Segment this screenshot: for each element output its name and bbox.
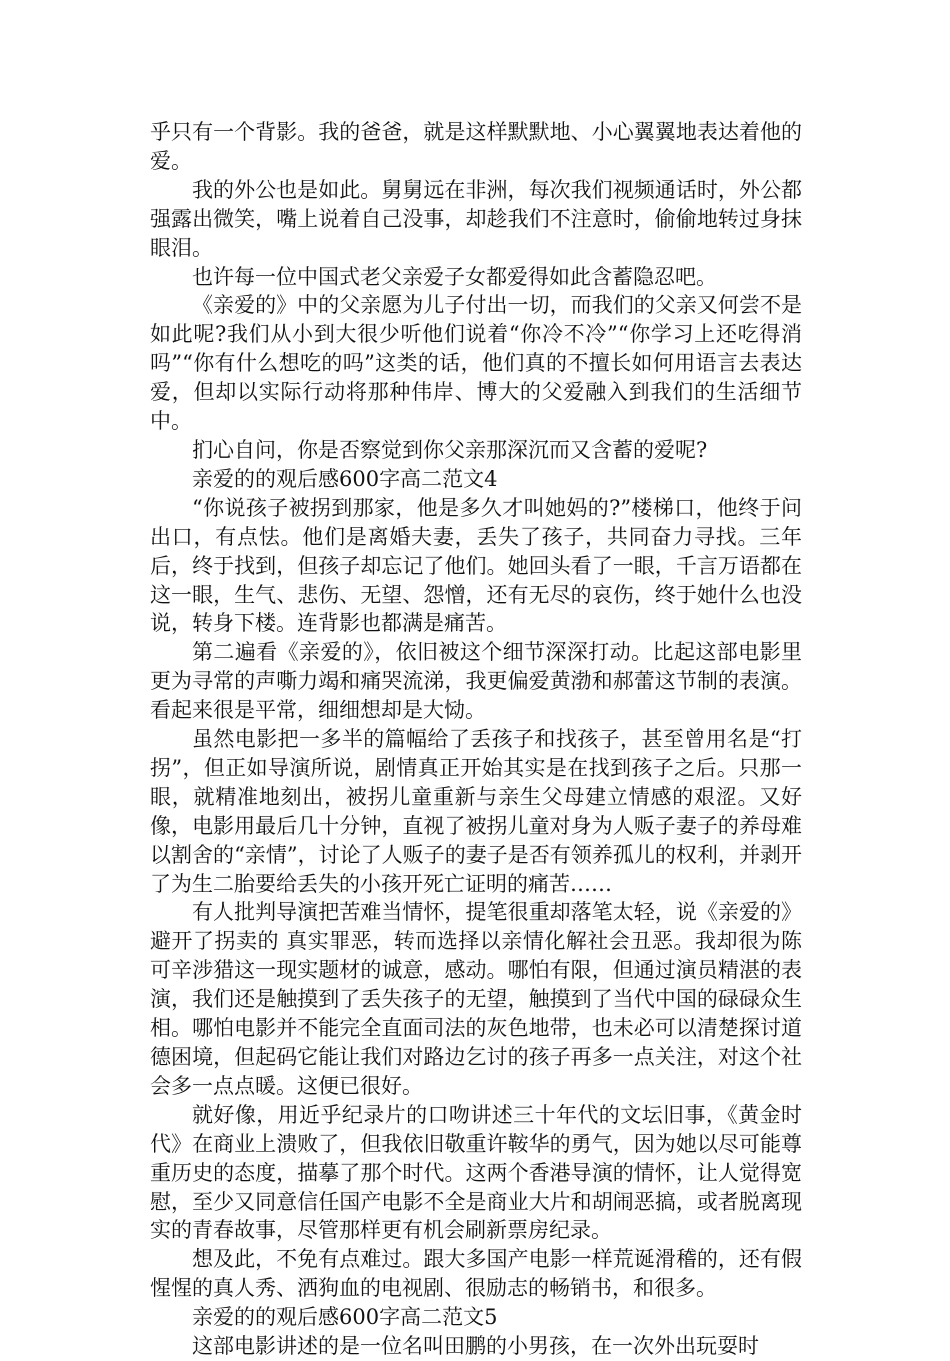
paragraph-12: 这部电影讲述的是一位名叫田鹏的小男孩，在一次外出玩耍时 [192, 1334, 759, 1359]
paragraph-11: 想及此，不免有点难过。跟大多国产电影一样荒诞滑稽的，还有假惺惺的真人秀、洒狗血的电视剧、很励志的畅销书，和很多。 [150, 1247, 802, 1301]
paragraph-5: 扪心自问，你是否察觉到你父亲那深沉而又含蓄的爱呢? [192, 437, 708, 462]
paragraph-1: 乎只有一个背影。我的爸爸，就是这样默默地、小心翼翼地表达着他的爱。 [150, 120, 802, 173]
paragraph-2: 我的外公也是如此。舅舅远在非洲，每次我们视频通话时，外公都强露出微笑，嘴上说着自己没事，却趁我们不注意时，偷偷地转过身抹眼泪。 [150, 177, 802, 260]
paragraph-6: “你说孩子被拐到那家，他是多久才叫她妈的?”楼梯口，他终于问出口，有点怯。他们是离婚夫妻，丢失了孩子，共同奋力寻找。三年后，终于找到，但孩子却忘记了他们。她回头看了一眼，千言万语都在这一眼，生气、悲伤、无望、怨憎，还有无尽的哀伤，终于她什么也没说，转身下楼。连背影也都满是痛苦。 [150, 495, 802, 636]
paragraph-7: 第二遍看《亲爱的》，依旧被这个细节深深打动。比起这部电影里更为寻常的声嘶力竭和痛哭流涕，我更偏爱黄渤和郝蕾这节制的表演。看起来很是平常，细细想却是大恸。 [150, 640, 802, 723]
paragraph-10: 就好像，用近乎纪录片的口吻讲述三十年代的文坛旧事，《黄金时代》在商业上溃败了，但我依旧敬重许鞍华的勇气，因为她以尽可能尊重历史的态度，描摹了那个时代。这两个香港导演的情怀，让人觉得宽慰，至少又同意信任国产电影不全是商业大片和胡闹恶搞，或者脱离现实的青春故事，尽管那样更有机会刷新票房纪录。 [150, 1102, 802, 1243]
paragraph-8: 虽然电影把一多半的篇幅给了丢孩子和找孩子，甚至曾用名是“打拐”，但正如导演所说，剧情真正开始其实是在找到孩子之后。只那一眼，就精准地刻出，被拐儿童重新与亲生父母建立情感的艰涩。又好像，电影用最后几十分钟，直视了被拐儿童对身为人贩子妻子的养母难以割舍的“亲情”，讨论了人贩子的妻子是否有领养孤儿的权利，并剥开了为生二胎要给丢失的小孩开死亡证明的痛苦…… [150, 727, 802, 896]
paragraph-9: 有人批判导演把苦难当情怀，提笔很重却落笔太轻，说《亲爱的》避开了拐卖的 真实罪恶，转而选择以亲情化解社会丑恶。我却很为陈可辛涉猎这一现实题材的诚意，感动。哪怕有限，但通过演员精湛的表演，我们还是触摸到了丢失孩子的无望，触摸到了当代中国的碌碌众生相。哪怕电影并不能完全直面司法的灰色地带，也未必可以清楚探讨道德困境，但起码它能让我们对路边乞讨的孩子再多一点关注，对这个社会多一点点暖。这便已很好。 [150, 900, 802, 1098]
section-heading-5: 亲爱的的观后感600字高二范文5 [192, 1305, 498, 1330]
paragraph-3: 也许每一位中国式老父亲爱子女都爱得如此含蓄隐忍吧。 [192, 264, 717, 289]
document-page [150, 118, 802, 1361]
section-heading-4: 亲爱的的观后感600字高二范文4 [192, 466, 498, 491]
paragraph-4: 《亲爱的》中的父亲愿为儿子付出一切，而我们的父亲又何尝不是如此呢?我们从小到大很少听他们说着“你冷不冷”“你学习上还吃得消吗”“你有什么想吃的吗”这类的话，他们真的不擅长如何用语言去表达爱，但却以实际行动将那种伟岸、博大的父爱融入到我们的生活细节中。 [150, 293, 802, 434]
